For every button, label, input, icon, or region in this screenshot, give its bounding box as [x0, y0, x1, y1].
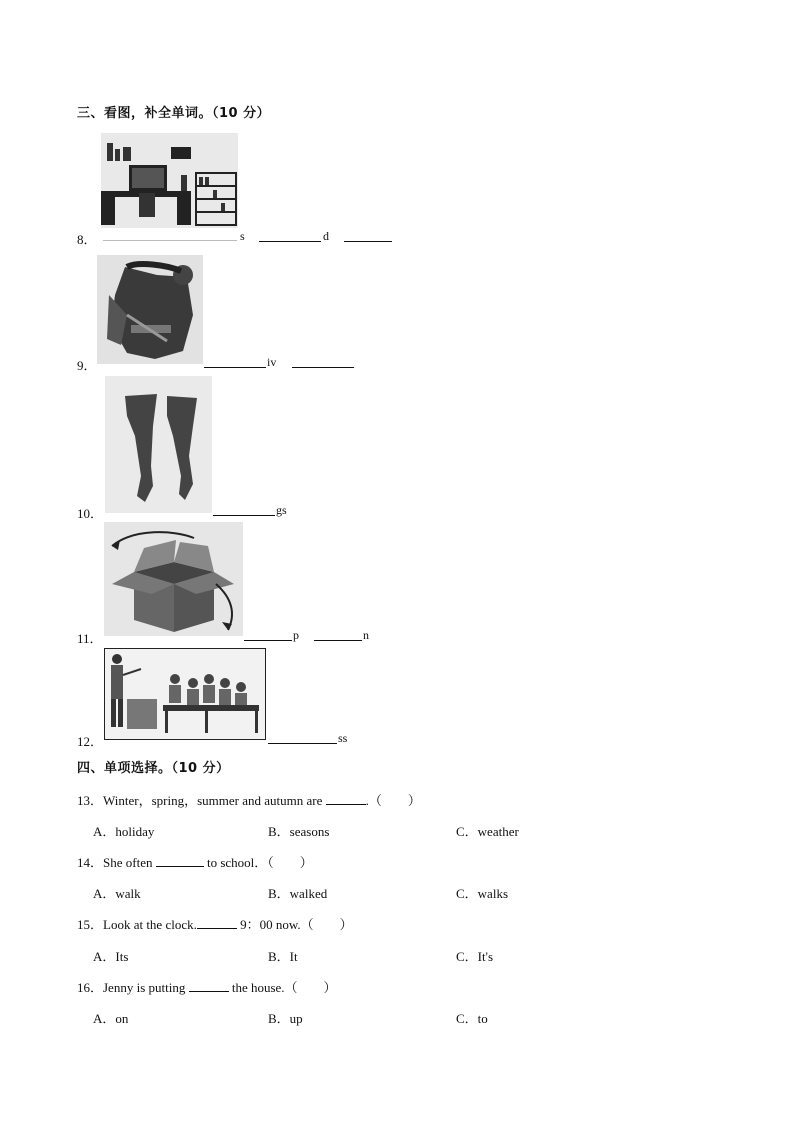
q8-blank-2[interactable]	[344, 229, 392, 242]
q16-option-a[interactable]: A．on	[93, 1011, 129, 1026]
section-3-title: 三、看图，补全单词。（10 分）	[77, 106, 271, 121]
q14-text-b: to school．（ ）	[206, 855, 313, 870]
q13-text-b: .（ ）	[365, 793, 421, 808]
q9-blank-1[interactable]	[204, 355, 266, 368]
q12-blank-1[interactable]	[268, 731, 337, 744]
q9-number: 9．	[77, 358, 97, 373]
q12-fragment-1: ss	[338, 731, 348, 745]
q12-number: 12．	[77, 734, 104, 749]
q13-option-c[interactable]: C．weather	[456, 824, 519, 839]
q10-blank-1[interactable]	[213, 503, 275, 516]
q8-blank-1[interactable]	[259, 229, 321, 242]
q9-fragment-1: iv	[267, 355, 277, 369]
q8-fragment-2: d	[323, 229, 329, 243]
q11-number: 11．	[77, 631, 103, 646]
q14-option-c[interactable]: C．walks	[456, 886, 509, 901]
desk-bookshelf-picture	[101, 133, 238, 228]
q15-blank[interactable]	[197, 916, 237, 929]
open-box-picture	[104, 522, 243, 636]
legs-picture	[105, 376, 212, 513]
q15-option-b[interactable]: B．It	[268, 949, 298, 964]
q16-text	[77, 977, 337, 996]
q11-fragment-2: n	[363, 628, 369, 642]
q16-option-c[interactable]: C．to	[456, 1011, 488, 1026]
q9-blank-2[interactable]	[292, 355, 354, 368]
q8-number: 8．	[77, 232, 97, 247]
q14-text-a: 14．She often	[77, 855, 153, 870]
q15-text-a: 15．Look at the clock.	[77, 917, 197, 932]
q14-blank[interactable]	[156, 854, 204, 867]
q14-text	[77, 852, 313, 871]
q13-text	[77, 790, 421, 809]
q10-number: 10．	[77, 506, 104, 521]
q11-fragment-1: p	[293, 628, 299, 642]
q13-text-a: 13．Winter，spring，summer and autumn are	[77, 793, 323, 808]
q15-option-a[interactable]: A．Its	[93, 949, 129, 964]
q15-text	[77, 914, 353, 933]
q15-option-c[interactable]: C．It's	[456, 949, 494, 964]
q16-text-b: the house.（ ）	[231, 980, 337, 995]
q8-fragment-1: s	[240, 229, 245, 243]
q16-option-b[interactable]: B．up	[268, 1011, 303, 1026]
q14-option-a[interactable]: A．walk	[93, 886, 141, 901]
q8-base-line	[103, 240, 237, 241]
q13-option-a[interactable]: A．holiday	[93, 824, 155, 839]
section-4-title: 四、单项选择。（10 分）	[77, 761, 230, 776]
classroom-picture	[104, 648, 266, 740]
q11-blank-1[interactable]	[244, 628, 292, 641]
q14-option-b[interactable]: B．walked	[268, 886, 328, 901]
q13-blank[interactable]	[326, 792, 366, 805]
q15-text-b: 9：00 now.（ ）	[240, 917, 353, 932]
man-driving-picture	[97, 255, 203, 364]
q11-blank-2[interactable]	[314, 628, 362, 641]
q13-option-b[interactable]: B．seasons	[268, 824, 330, 839]
q10-fragment-1: gs	[276, 503, 287, 517]
q16-blank[interactable]	[189, 979, 229, 992]
q16-text-a: 16．Jenny is putting	[77, 980, 186, 995]
